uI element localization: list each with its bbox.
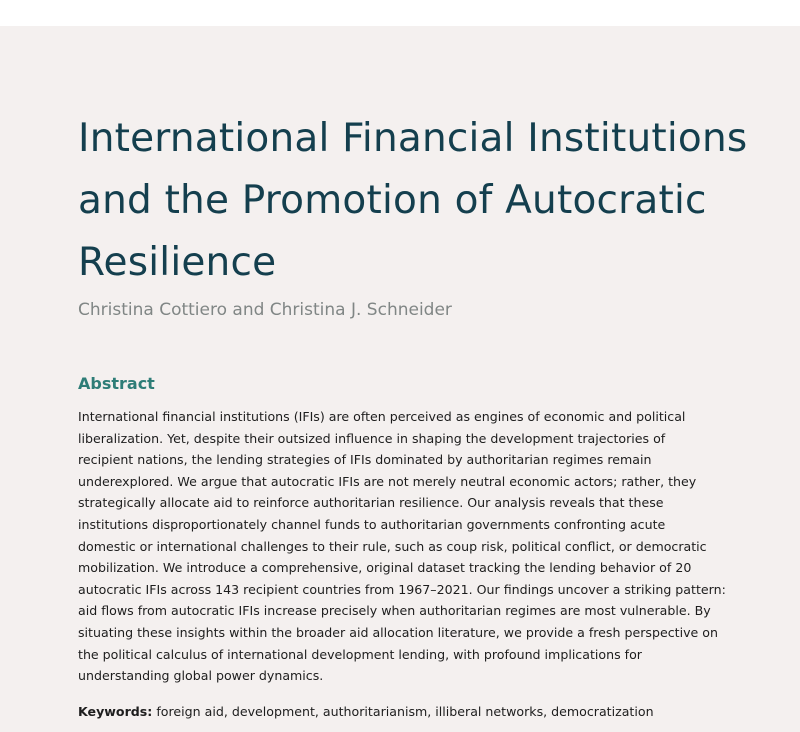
paper-page [0, 26, 800, 732]
paper-authors: Christina Cottiero and Christina J. Schneider [78, 300, 452, 320]
keywords [78, 702, 654, 722]
abstract-line: situating these insights within the broader aid allocation literature, we provide a fresh perspective on [78, 624, 718, 640]
abstract-line: the political calculus of international development lending, with profound implications for [78, 646, 642, 662]
abstract-line: autocratic IFIs across 143 recipient countries from 1967–2021. Our findings uncover a striking pattern: [78, 581, 726, 597]
abstract-line: mobilization. We introduce a comprehensive, original dataset tracking the lending behavior of 20 [78, 560, 692, 576]
abstract-line: underexplored. We argue that autocratic IFIs are not merely neutral economic actors; rather, they [78, 473, 697, 489]
keywords-label: Keywords: [78, 704, 153, 719]
abstract-line: institutions disproportionately channel funds to authoritarian governments confronting acute [78, 516, 666, 532]
abstract-line: International financial institutions (IFIs) are often perceived as engines of economic and political [78, 409, 686, 424]
abstract-line: understanding global power dynamics. [78, 668, 324, 684]
abstract-line: liberalization. Yet, despite their outsized influence in shaping the development trajectories of [78, 430, 666, 446]
abstract-line: aid flows from autocratic IFIs increase precisely when authoritarian regimes are most vulnerable. By [78, 603, 711, 619]
abstract-line: recipient nations, the lending strategies of IFIs dominated by authoritarian regimes remain [78, 452, 652, 468]
paper-title: International Financial Institutions and the Promotion of Autocratic Resilience [78, 116, 748, 285]
abstract-heading: Abstract [78, 374, 155, 393]
abstract-line: domestic or international challenges to their rule, such as coup risk, political conflict, or democratic [78, 538, 707, 554]
abstract-line: strategically allocate aid to reinforce authoritarian resilience. Our analysis reveals that these [78, 495, 664, 511]
abstract-body [78, 406, 726, 687]
keywords-value: foreign aid, development, authoritarianism, illiberal networks, democratization [156, 704, 654, 719]
